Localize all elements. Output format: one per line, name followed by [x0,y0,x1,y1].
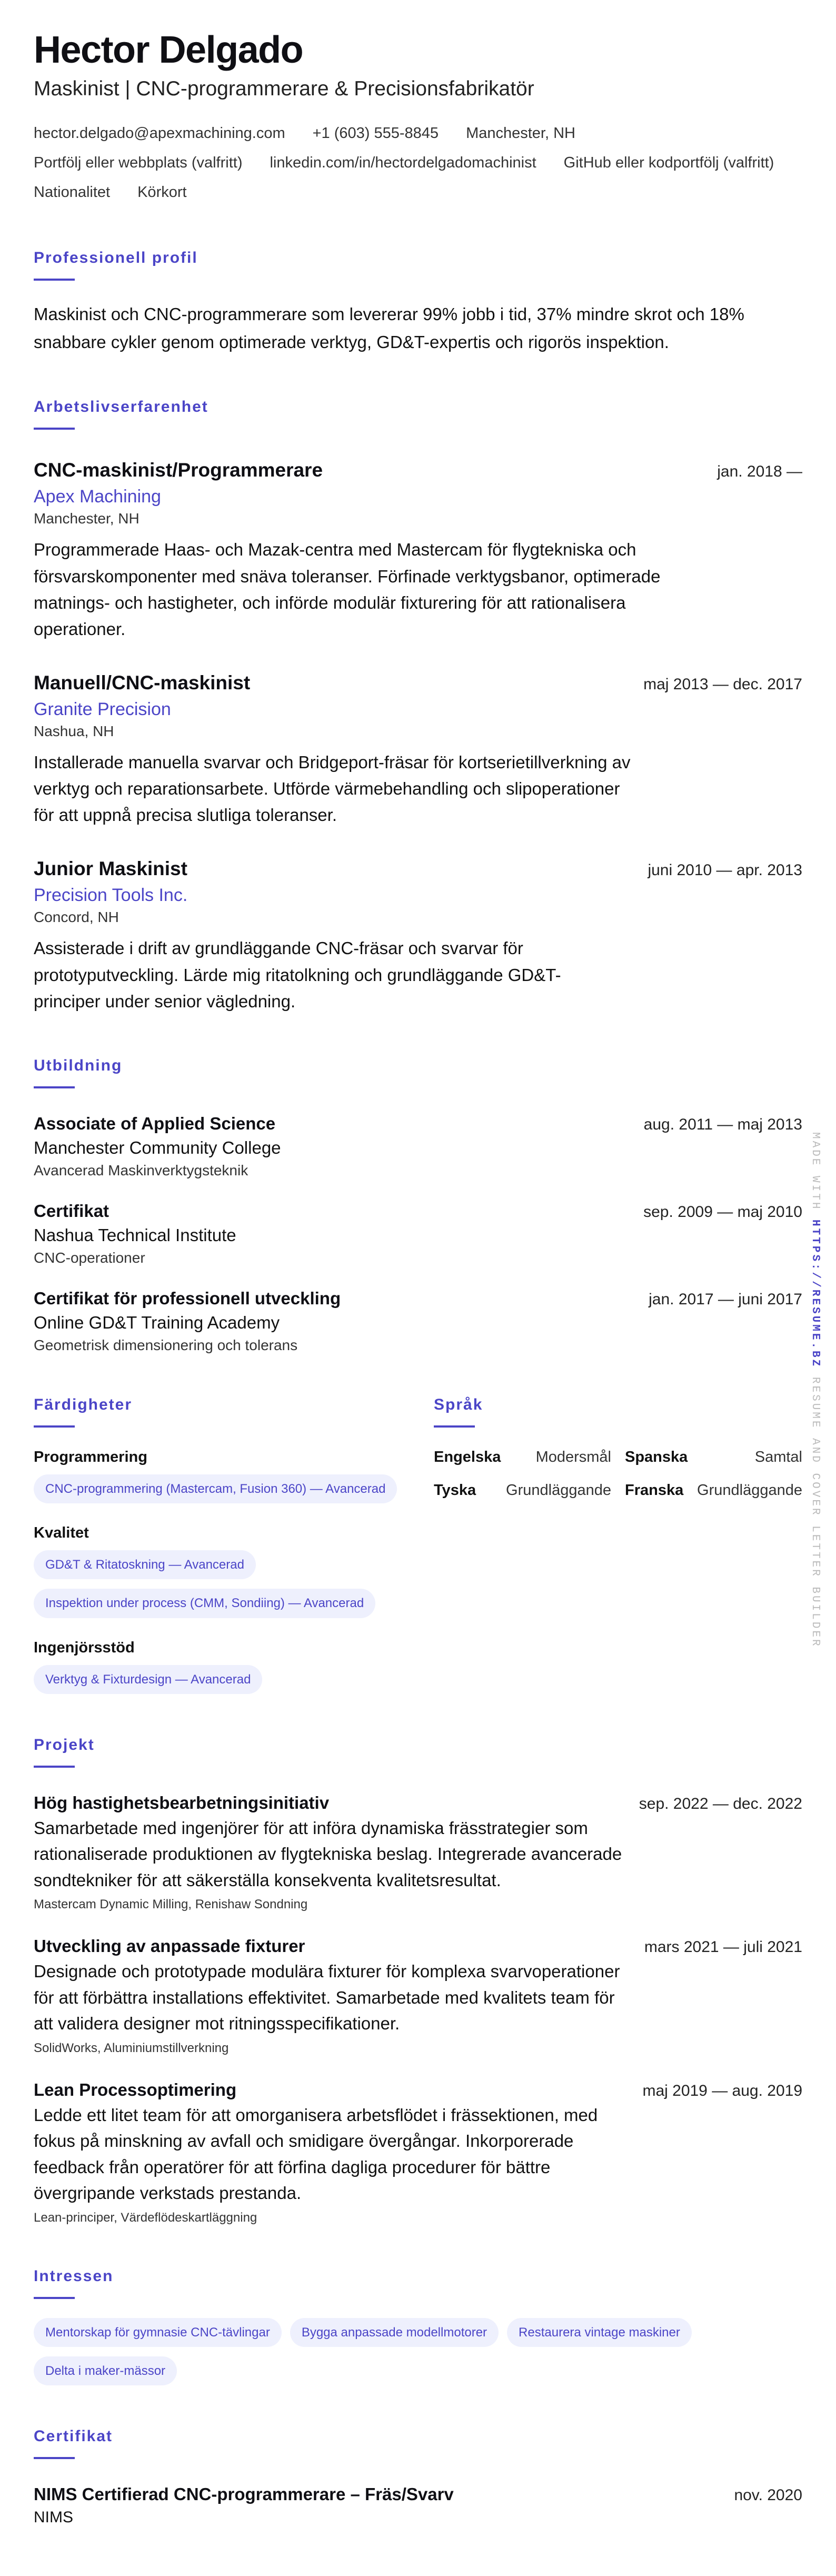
skills-languages-row [34,1396,802,1694]
education-item [34,1201,802,1266]
job-dates: jan. 2018 — [717,463,802,481]
language-name: Spanska [625,1448,688,1465]
resume-content [34,28,802,2527]
education-section [34,1057,802,1354]
brand-prefix: MADE WITH [809,1132,821,1211]
contact-phone[interactable]: +1 (603) 555-8845 [312,124,439,142]
profile-section [34,249,802,356]
contact-nationality: Nationalitet [34,183,111,201]
section-divider [34,1086,75,1088]
section-divider [34,279,75,281]
job-dates: maj 2013 — dec. 2017 [643,676,802,693]
section-title: Certifikat [34,2428,113,2445]
job-location: Manchester, NH [34,510,140,527]
experience-section [34,398,802,1015]
language-level: Samtal [754,1448,802,1465]
employer-name: Apex Machining [34,487,161,507]
skill-group [34,1639,402,1694]
language-name: Franska [625,1481,684,1499]
candidate-headline: Maskinist | CNC-programmerare & Precisionsfabrikatör [34,77,534,100]
job-description: Installerade manuella svarvar och Bridgeport-fräsar för kortserietillverkning av verktyg och reparationsarbete. Utförde värmebehandling och slipoperationer för att uppnå precisa slutliga toleranser. [34,752,631,825]
language-level: Modersmål [535,1448,611,1465]
section-divider [34,1425,75,1428]
project-dates: maj 2019 — aug. 2019 [642,2082,802,2099]
section-divider [434,1425,475,1428]
project-title: Hög hastighetsbearbetningsinitiativ [34,1792,330,1812]
section-title: Professionell profil [34,249,198,266]
section-title: Arbetslivserfarenhet [34,398,208,416]
project-technologies: Mastercam Dynamic Milling, Renishaw Sondning [34,1897,308,1912]
school-name: Nashua Technical Institute [34,1225,236,1245]
section-divider [34,1766,75,1768]
degree-title: Certifikat [34,1201,110,1221]
project-description: Designade och prototypade modulära fixturer för komplexa svarvoperationer för att förbättra installations effektivitet. Samarbetade med kvalitets team för att validera designer mot ritningsspecifikationer. [34,1961,620,2034]
experience-item [34,459,802,642]
certificate-title: NIMS Certifierad CNC-programmerare – Fräs/Svarv [34,2484,454,2504]
contact-location: Manchester, NH [466,124,575,142]
interest-chip: Mentorskap för gymnasie CNC-tävlingar [34,2318,282,2347]
section-title: Språk [434,1395,483,1413]
experience-item [34,672,802,828]
language-name: Tyska [434,1481,476,1499]
certificate-issuer: NIMS [34,2509,73,2527]
employer-name: Granite Precision [34,699,171,720]
education-dates: sep. 2009 — maj 2010 [643,1203,802,1221]
projects-section [34,1736,802,2225]
job-description: Programmerade Haas- och Mazak-centra med Mastercam för flygtekniska och försvarskomponenter med snäva toleranser. Förfinade verktygsbanor, optimerade matnings- och hastigheter, och införde modulär fixturering för att rationalisera operationer. [34,540,661,639]
certificate-date: nov. 2020 [734,2486,802,2504]
section-divider [34,2457,75,2459]
profile-summary: Maskinist och CNC-programmerare som levererar 99% jobb i tid, 37% mindre skrot och 18% snabbare cykler genom optimerade verktyg, GD&T-expertis och rigorös inspektion. [34,304,744,352]
brand-link[interactable]: HTTPS://RESUME.BZ [809,1220,821,1369]
interest-chip: Delta i maker-mässor [34,2356,177,2385]
language-level: Grundläggande [697,1481,802,1499]
skills-section [34,1396,402,1694]
project-item [34,1936,802,2056]
skill-chip: GD&T & Ritatoskning — Avancerad [34,1550,256,1579]
language-item [434,1482,611,1499]
school-name: Manchester Community College [34,1137,281,1157]
project-item [34,1793,802,1913]
contact-linkedin[interactable]: linkedin.com/in/hectordelgadomachinist [270,154,536,171]
degree-title: Certifikat för professionell utveckling [34,1288,341,1308]
job-title: CNC-maskinist/Programmerare [34,459,323,481]
section-divider [34,428,75,430]
section-title: Intressen [34,2267,114,2285]
interest-chip: Restaurera vintage maskiner [507,2318,692,2347]
language-name: Engelska [434,1448,501,1465]
project-technologies: Lean-principer, Värdeflödeskartläggning [34,2210,257,2225]
brand-suffix: RESUME AND COVER LETTER BUILDER [809,1376,821,1648]
skill-group-name: Ingenjörsstöd [34,1639,135,1656]
certificates-section [34,2428,802,2527]
skill-chip: Verktyg & Fixturdesign — Avancerad [34,1665,262,1694]
job-location: Concord, NH [34,909,119,926]
certificate-item [34,2484,802,2527]
project-item [34,2080,802,2225]
job-title: Manuell/CNC-maskinist [34,672,251,694]
project-description: Samarbetade med ingenjörer för att införa dynamiska frässtrategier som rationaliserade produktionen av flygtekniska beslag. Integrerade avancerade sondtekniker för att säkerställa konsekventa kvalitetsresultat. [34,1818,622,1890]
section-title: Utbildning [34,1056,123,1074]
experience-item [34,858,802,1014]
job-dates: juni 2010 — apr. 2013 [648,861,802,879]
education-item [34,1289,802,1354]
skill-chip: Inspektion under process (CMM, Sondiing) — Avancerad [34,1589,375,1618]
job-location: Nashua, NH [34,723,114,740]
candidate-name: Hector Delgado [34,29,303,71]
field-of-study: Avancerad Maskinverktygsteknik [34,1162,248,1178]
contact-email[interactable]: hector.delgado@apexmachining.com [34,124,285,142]
language-item [625,1449,802,1466]
field-of-study: Geometrisk dimensionering och tolerans [34,1336,298,1353]
section-divider [34,2297,75,2299]
education-dates: aug. 2011 — maj 2013 [643,1115,802,1133]
interests-section [34,2267,802,2385]
education-item [34,1114,802,1179]
project-title: Lean Processoptimering [34,2079,237,2099]
employer-name: Precision Tools Inc. [34,885,188,906]
education-dates: jan. 2017 — juni 2017 [649,1290,802,1308]
skill-group [34,1524,402,1618]
skill-group [34,1449,402,1503]
project-dates: sep. 2022 — dec. 2022 [639,1795,802,1812]
section-title: Färdigheter [34,1395,133,1413]
section-title: Projekt [34,1736,95,1753]
language-level: Grundläggande [506,1481,611,1499]
contact-github[interactable]: GitHub eller kodportfölj (valfritt) [563,154,774,171]
skill-group-name: Kvalitet [34,1524,89,1542]
project-description: Ledde ett litet team för att omorganisera arbetsflödet i frässektionen, med fokus på minskning av avfall och smidigare övergångar. Inkorporerade feedback från operatörer för att förfina dagliga procedurer för bättre övergripande verkstads prestanda. [34,2105,598,2203]
contact-portfolio[interactable]: Portfölj eller webbplats (valfritt) [34,154,243,171]
project-dates: mars 2021 — juli 2021 [644,1938,802,1956]
language-item [434,1449,611,1466]
project-technologies: SolidWorks, Aluminiumstillverkning [34,2040,229,2055]
project-title: Utveckling av anpassade fixturer [34,1936,305,1956]
field-of-study: CNC-operationer [34,1249,145,1266]
languages-section [434,1396,802,1694]
job-title: Junior Maskinist [34,858,187,880]
interest-chip: Bygga anpassade modellmotorer [290,2318,499,2347]
school-name: Online GD&T Training Academy [34,1312,280,1332]
degree-title: Associate of Applied Science [34,1113,276,1133]
skill-chip: CNC-programmering (Mastercam, Fusion 360) — Avancerad [34,1474,397,1503]
contact-list [34,118,802,207]
skill-group-name: Programmering [34,1448,147,1465]
language-item [625,1482,802,1499]
job-description: Assisterade i drift av grundläggande CNC-fräsar och svarvar för prototyputveckling. Lärde mig ritatolkning och grundläggande GD&T-principer under senior vägledning. [34,938,561,1011]
brand-watermark [809,1132,821,1648]
contact-license: Körkort [137,183,187,201]
